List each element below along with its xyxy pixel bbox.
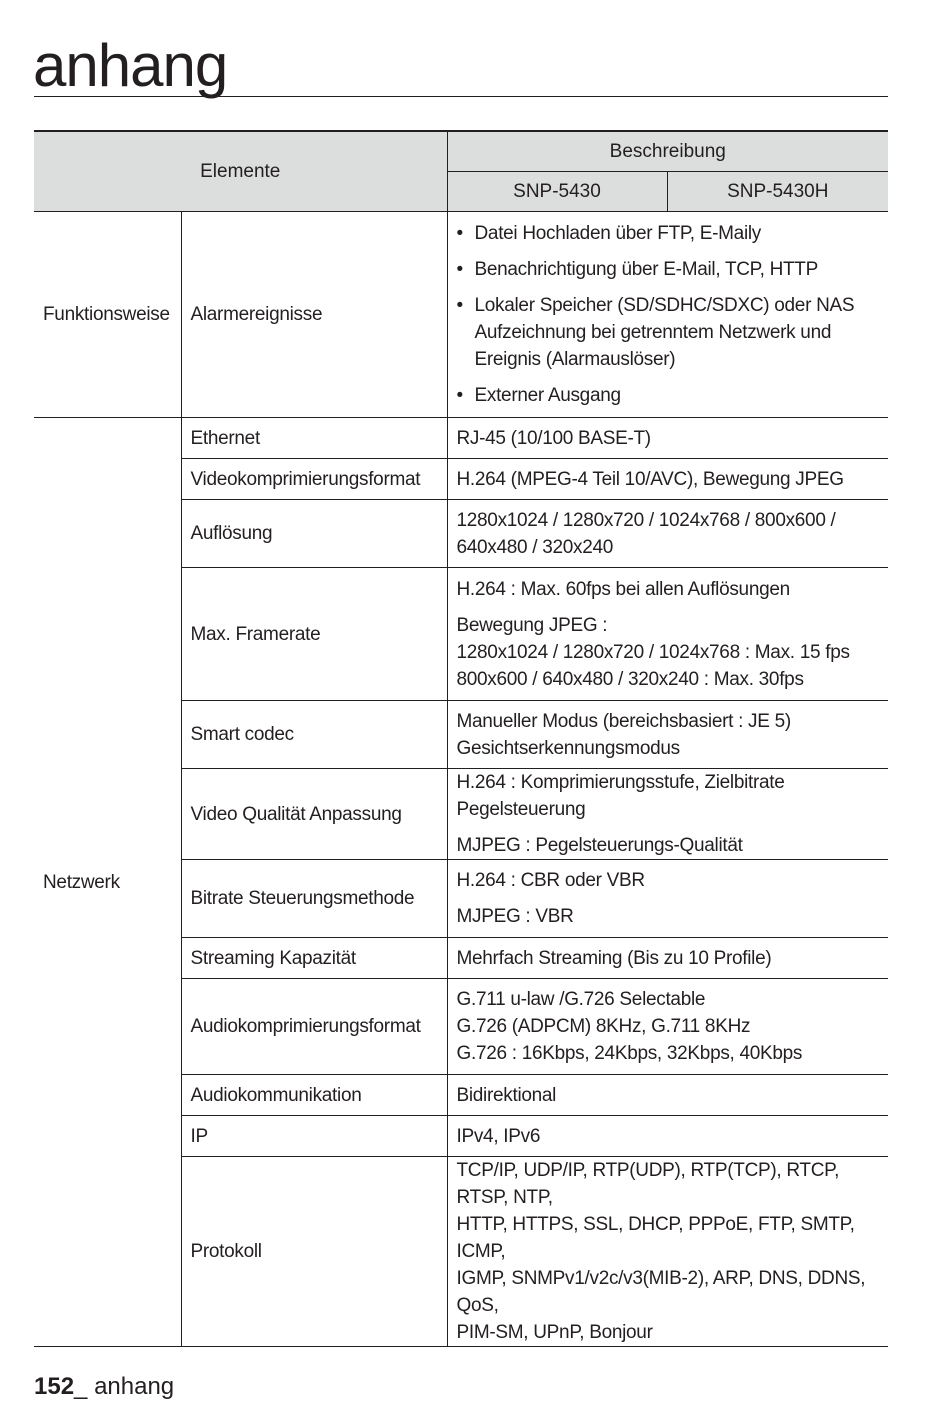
item-value xyxy=(447,500,888,568)
item-value xyxy=(447,769,888,860)
list-item: • Datei Hochladen über FTP, E-Maily xyxy=(457,220,889,247)
item-label: Smart codec xyxy=(181,701,447,769)
value-line: H.264 : CBR oder VBR xyxy=(456,870,645,891)
item-value xyxy=(447,860,888,938)
value-line: MJPEG : VBR xyxy=(456,906,574,927)
value-line: H.264 : Max. 60fps bei allen Auflösungen xyxy=(456,578,790,600)
item-value xyxy=(447,418,888,459)
header-model-snp-5430: SNP-5430 xyxy=(447,172,667,212)
value-line: MJPEG : Pegelsteuerungs-Qualität xyxy=(456,835,743,856)
item-label: Alarmereignisse xyxy=(181,212,447,418)
page-number: 152 xyxy=(34,1373,75,1400)
table-row xyxy=(34,418,888,459)
list-item: • Benachrichtigung über E-Mail, TCP, HTTP xyxy=(457,256,889,283)
value-line: H.264 : Komprimierungsstufe, Zielbitrate Pegelsteuerung xyxy=(456,772,785,820)
value-line: IPv4, IPv6 xyxy=(456,1125,541,1147)
item-label: Max. Framerate xyxy=(181,568,447,701)
item-value xyxy=(447,979,888,1075)
item-label: IP xyxy=(181,1116,447,1157)
item-label: Protokoll xyxy=(181,1157,447,1347)
value-line: RJ-45 (10/100 BASE-T) xyxy=(456,427,651,449)
item-label: Videokomprimierungsformat xyxy=(181,459,447,500)
value-line: Bewegung JPEG : 1280x1024 / 1280x720 / 1024x768 : Max. 15 fps 800x600 / 640x480 / 320x240 : Max. 30fps xyxy=(456,614,850,690)
item-label: Bitrate Steuerungsmethode xyxy=(181,860,447,938)
item-label: Video Qualität Anpassung xyxy=(181,769,447,860)
item-label: Audiokomprimierungsformat xyxy=(181,979,447,1075)
item-value xyxy=(447,1157,888,1347)
value-line: TCP/IP, UDP/IP, RTP(UDP), RTP(TCP), RTCP, RTSP, NTP, HTTP, HTTPS, SSL, DHCP, PPPoE, FTP, SMTP, ICMP, IGMP, SNMPv1/v2c/v3(MIB-2), ARP, DNS, DDNS, QoS, PIM-SM, UPnP, Bonjour xyxy=(456,1160,866,1343)
specification-table xyxy=(34,130,888,1347)
header-description: Beschreibung xyxy=(447,131,888,172)
bullet-list xyxy=(457,220,889,409)
page-footer xyxy=(34,1372,174,1402)
value-line: 1280x1024 / 1280x720 / 1024x768 / 800x600 / 640x480 / 320x240 xyxy=(456,509,836,558)
item-label: Audiokommunikation xyxy=(181,1075,447,1116)
item-label: Ethernet xyxy=(181,418,447,459)
value-line: G.711 u-law /G.726 Selectable G.726 (ADPCM) 8KHz, G.711 8KHz G.726 : 16Kbps, 24Kbps, 32Kbps, 40Kbps xyxy=(456,989,803,1064)
value-line: Mehrfach Streaming (Bis zu 10 Profile) xyxy=(456,947,772,969)
item-label: Streaming Kapazität xyxy=(181,938,447,979)
item-value xyxy=(447,701,888,769)
value-line: H.264 (MPEG-4 Teil 10/AVC), Bewegung JPEG xyxy=(456,468,844,490)
value-line: Manueller Modus (bereichsbasiert : JE 5) Gesichtserkennungsmodus xyxy=(456,710,791,759)
item-value xyxy=(447,1116,888,1157)
footer-label: _ anhang xyxy=(74,1373,175,1400)
item-label: Auflösung xyxy=(181,500,447,568)
item-value xyxy=(447,459,888,500)
title-divider xyxy=(34,96,888,97)
group-label: Funktionsweise xyxy=(34,212,181,418)
item-value xyxy=(447,568,888,701)
value-line: Bidirektional xyxy=(456,1084,557,1106)
list-item: • Lokaler Speicher (SD/SDHC/SDXC) oder NAS Aufzeichnung bei getrenntem Netzwerk und Ereignis (Alarmauslöser) xyxy=(457,292,889,373)
list-item: • Externer Ausgang xyxy=(457,382,889,409)
header-elements: Elemente xyxy=(34,131,447,212)
item-value xyxy=(447,212,888,418)
page-title: anhang xyxy=(33,32,228,99)
item-value xyxy=(447,1075,888,1116)
group-label: Netzwerk xyxy=(34,418,181,1347)
header-model-snp-5430h: SNP-5430H xyxy=(667,172,888,212)
table-row xyxy=(34,212,888,418)
item-value xyxy=(447,938,888,979)
